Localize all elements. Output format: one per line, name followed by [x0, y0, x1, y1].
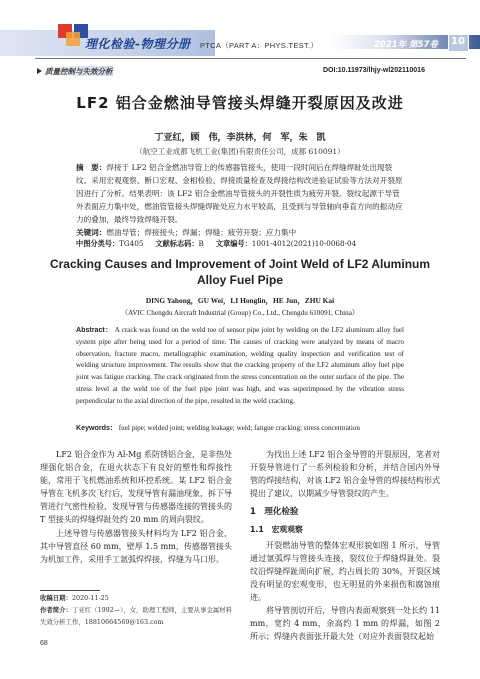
footnote-rule [40, 590, 100, 591]
issue-number: 10 [451, 36, 465, 47]
body-column-left [40, 448, 232, 566]
column-label: 质量控制与失效分析 [45, 67, 113, 76]
keywords-zh [76, 226, 404, 239]
author-bio: 作者简介：丁亚红（1992—），女，助理工程师，主要从事金属材料失效分析工作，18810664569@163.com [40, 606, 233, 626]
footnote [40, 592, 235, 628]
keywords-zh-label: 关键词： [76, 228, 107, 237]
classification-row [76, 239, 416, 249]
keywords-zh-text: 燃油导管；焊接接头；焊漏；焊缝；疲劳开裂；应力集中 [106, 228, 297, 237]
clc-number: 中图分类号：TG405 [76, 239, 144, 248]
subsection-heading: 1.1 宏观观察 [250, 525, 303, 535]
abstract-zh-label: 摘 要： [76, 163, 107, 172]
document-code: 文献标志码：B [155, 239, 204, 248]
journal-full-title: PTCA（PART A：PHYS.TEST.） [200, 41, 319, 50]
affiliation-zh: （航空工业成都飞机工业(集团)有限责任公司，成都 610091） [135, 147, 345, 156]
keywords-en [76, 423, 436, 433]
section-heading: 1 理化检验 [250, 507, 299, 518]
body-paragraph: 为找出上述 LF2 铝合金导管的开裂原因，笔者对开裂导管进行了一系列检验和分析，并结合国内外导管的焊接结构，对该 LF2 铝合金导管的焊接结构形式提出了建议，以期减少导管裂纹的产生。 [250, 450, 440, 499]
article-number: 文章编号：1001-4012(2021)10-0068-04 [215, 239, 357, 248]
affiliation-en: （AVIC Chengdu Aircraft Industrial (Group) Co., Ltd., Chengdu 610091, China） [120, 309, 360, 317]
authors-en: DING Yahong，GU Wei，LI Honglin，HE Jun，ZHU Kai [145, 296, 335, 305]
column-triangle-icon [37, 68, 42, 74]
body-paragraph: 将导管剖切开后，导管内表面观察到一处长约 11 mm，宽约 4 mm，余高约 1 mm 的焊漏，如图 2 所示；焊缝内表面张开最大处（对应外表面裂纹起始 [250, 606, 440, 642]
doi: DOI:10.11973/lhjy-wl202110016 [323, 67, 425, 74]
title-zh: LF2 铝合金燃油导管接头焊缝开裂原因及改进 [76, 94, 404, 112]
abstract-en-label: Abstract： [76, 326, 113, 334]
title-en: Cracking Causes and Improvement of Joint Weld of LF2 Aluminum Alloy Fuel Pipe [49, 257, 431, 287]
authors-zh: 丁亚红，顾 伟，李洪林，何 军，朱 凯 [154, 133, 326, 143]
page-number: 68 [40, 640, 48, 647]
abstract-zh [76, 161, 404, 226]
abstract-zh-text: 焊接于 LF2 铝合金燃油导管上的传感器管接头，使用一段时间后在焊缝焊趾处出现裂纹。采用宏观观察、断口宏观、金相检验、焊接质量检查及焊接结构改进验证试验等方法对开裂原因进行了分析。结果表明：该 LF2 铝合金燃油导管接头的开裂性质为疲劳开裂。裂纹起源于导管外表面应力集中处，燃油管管接头焊缝焊趾处应力水平较高，且受到与导管轴向垂直方向的振动应力的叠加，最终导致焊缝开裂。 [76, 163, 403, 224]
keywords-en-text: fuel pipe; welded joint; welding leakage; weld; fatigue cracking; stress concentration [118, 424, 360, 432]
keywords-en-label: Keywords： [76, 424, 117, 432]
body-paragraph: 上述导管与传感器管接头材料均为 LF2 铝合金，其中导管直径 60 mm，壁厚 1.5 mm，传感器管接头为机加工件，采用手工氩弧焊焊接，焊缝为马口形。 [40, 528, 232, 564]
header-rule [35, 58, 466, 59]
body-paragraph: LF2 铝合金作为 Al-Mg 系防锈铝合金，是非热处理强化铝合金，在退火状态下有良好的塑性和焊接性能，常用于飞机燃油系统和环控系统。某 LF2 铝合金导管在飞机多次飞行后，发现导管有漏油现象，拆下导管进行气密性检验，发现导管与传感器连接的管接头的 T 型接头的焊缝焊趾处约 20 mm 的周向裂纹。 [40, 450, 232, 525]
year-volume: 2021年 第57卷 [374, 40, 438, 50]
body-column-right [250, 448, 440, 643]
received-date: 收稿日期：2020-11-25 [40, 594, 109, 602]
abstract-en-text: A crack was found on the weld toe of sensor pipe joint by welding on the LF2 aluminum alloy fuel system pipe after being used for a period of time. The causes of cracking were analyzed by means of macro observation, fracture macro, metallographic examination, welding quality inspection and verification test of welding structure improvement. The results show that the cracking property of the LF2 aluminum alloy fuel pipe joint was fatigue cracking. The crack originated from the stress concentration on the outer surface of the pipe. The stress level at the weld toe of the fuel pipe joint was high, and was superimposed by the vibration stress perpendicular to the axial direction of the pipe, resulted in the weld cracking. [76, 326, 404, 405]
journal-short-title: 理化检验-物理分册 [85, 37, 191, 51]
body-paragraph: 开裂燃油导管的整体宏观形貌如图 1 所示，导管通过氩弧焊与管接头连接，裂纹位于焊缝焊趾处。裂纹沿焊缝焊趾周向扩展，约占周长的 30%，开裂区域没有明显的宏观变形，也无明显的外来损伤和腐蚀痕迹。 [250, 540, 440, 602]
abstract-en [76, 325, 404, 408]
